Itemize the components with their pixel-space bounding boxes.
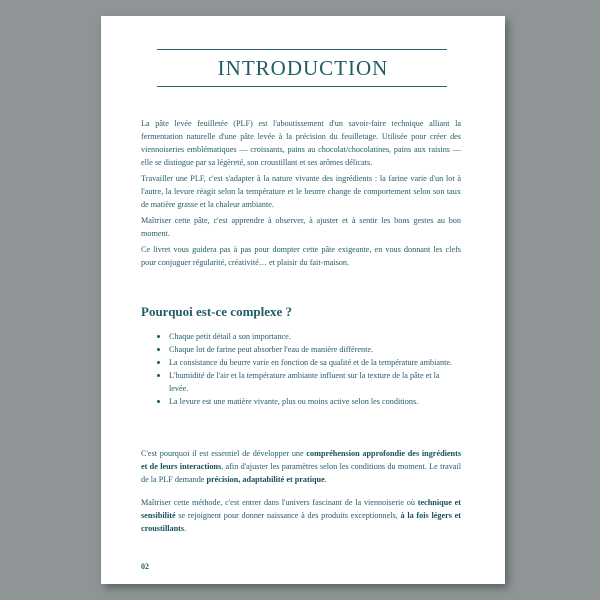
- text-run: C'est pourquoi il est essentiel de développer une: [141, 449, 307, 458]
- text-run: , afin d'ajuster les paramètres selon les conditions du moment. Le travail de la PLF demande: [141, 462, 461, 484]
- intro-paragraph-2: Travailler une PLF, c'est s'adapter à la nature vivante des ingrédients : la farine varie d'un lot à l'autre, la levure réagit selon la température et le beurre change de comportement selon son taux de matière grasse et la chaleur ambiante.: [141, 174, 461, 209]
- intro-paragraph-3: Maîtriser cette pâte, c'est apprendre à observer, à ajuster et à sentir les bons gestes au bon moment.: [141, 216, 461, 238]
- title-rule-top: [157, 49, 447, 50]
- conclusion-paragraph-2: [141, 496, 461, 535]
- text-run: .: [184, 524, 187, 533]
- page-number: 02: [141, 562, 149, 571]
- text-run: se rejoignent pour donner naissance à des produits exceptionnels,: [175, 511, 401, 520]
- intro-paragraph-4: Ce livret vous guidera pas à pas pour dompter cette pâte exigeante, en vous donnant les clefs pour conjuguer régularité, créativité… et plaisir du fait-maison.: [141, 245, 461, 267]
- emphasis-text: compréhension approfondie des ingrédients et de leurs interactions: [141, 449, 462, 471]
- title-rule-bottom: [157, 86, 447, 87]
- text-run: .: [324, 475, 327, 484]
- emphasis-text: technique et sensibilité: [141, 498, 462, 520]
- emphasis-text: à la fois légers et croustillants: [141, 511, 461, 533]
- text-run: Maîtriser cette méthode, c'est entrer dans l'univers fascinant de la viennoiserie où: [141, 498, 418, 507]
- page-title: INTRODUCTION: [217, 56, 389, 80]
- list-item: Chaque petit détail a son importance.: [155, 330, 460, 343]
- list-item: La levure est une matière vivante, plus ou moins active selon les conditions.: [155, 395, 460, 408]
- section-heading: Pourquoi est-ce complexe ?: [141, 304, 293, 319]
- emphasis-text: précision, adaptabilité et pratique: [206, 475, 325, 484]
- document-page: [101, 16, 505, 584]
- intro-section: [141, 117, 461, 272]
- list-item: La consistance du beurre varie en fonction de sa qualité et de la température ambiante.: [155, 356, 460, 369]
- conclusion-paragraph-1: [141, 447, 461, 486]
- intro-paragraph-1: La pâte levée feuilletée (PLF) est l'aboutissement d'un savoir-faire technique alliant la fermentation naturelle d'une pâte levée à la précision du feuilletage. Utilisée pour créer des viennoiseries emblématiques — croissants, pains au chocolat/chocolatines, pains aux raisins — elle se distingue par sa légèreté, son croustillant et ses arômes délicats.: [141, 119, 461, 167]
- list-item: Chaque lot de farine peut absorber l'eau de manière différente.: [155, 343, 460, 356]
- list-item: L'humidité de l'air et la température ambiante influent sur la texture de la pâte et la levée.: [155, 369, 460, 395]
- complexity-list: [155, 330, 460, 408]
